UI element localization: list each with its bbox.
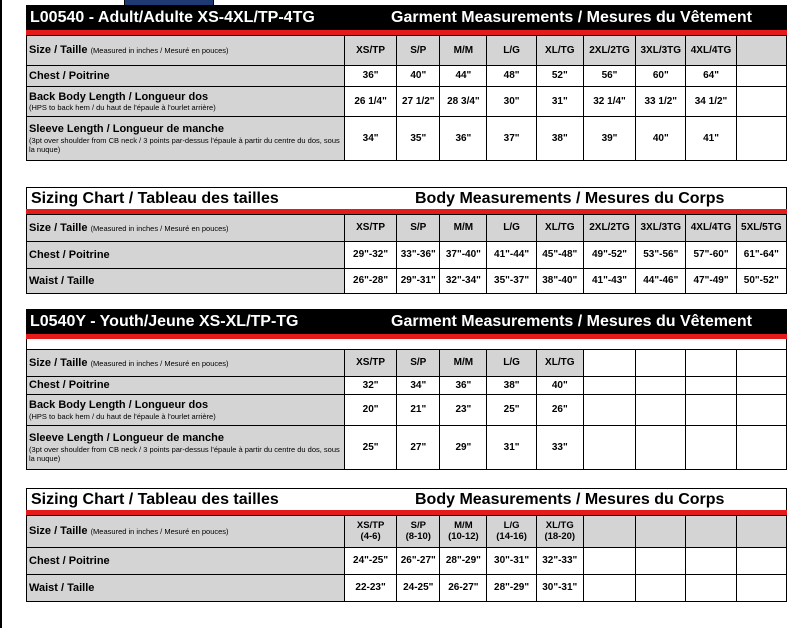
size-cell (487, 516, 536, 548)
size-cell: 2XL/2TG (583, 215, 635, 242)
value-cell (736, 548, 786, 575)
table-row (27, 117, 787, 161)
value-cell: 30" (487, 87, 536, 117)
youth-body-title: Sizing Chart / Tableau des tailles (31, 490, 279, 508)
value-cell: 20" (344, 395, 396, 426)
size-note: (Measured in inches / Mesuré en pouces) (90, 527, 229, 537)
value-cell: 27 1/2" (397, 87, 440, 117)
value-cell (686, 548, 736, 575)
row-title: Sleeve Length / Longueur de manche (29, 432, 224, 445)
youth-body-section (26, 488, 787, 602)
row-label (27, 426, 345, 470)
adult-garment-table (26, 35, 787, 161)
value-cell (736, 575, 786, 602)
adult-body-subtitle: Body Measurements / Mesures du Corps (415, 189, 725, 207)
value-cell: 40" (536, 377, 583, 395)
value-cell (736, 426, 786, 470)
value-cell: 56" (583, 66, 635, 87)
value-cell: 37" (487, 117, 536, 161)
size-row (27, 350, 787, 377)
row-title: Sleeve Length / Longueur de manche (29, 123, 224, 136)
table-row (27, 426, 787, 470)
size-row (27, 516, 787, 548)
size-cell: 4XL/4TG (686, 215, 736, 242)
value-cell: 26 1/4" (344, 87, 396, 117)
row-label (27, 269, 345, 294)
table-row (27, 395, 787, 426)
adult-garment-header (26, 5, 787, 30)
value-cell: 25" (344, 426, 396, 470)
size-cell (440, 516, 487, 548)
size-cell: XS/TP (344, 215, 396, 242)
value-cell: 27" (397, 426, 440, 470)
value-cell (636, 377, 686, 395)
size-top: S/P (410, 519, 426, 531)
size-cell (686, 350, 736, 377)
value-cell: 30"-31" (536, 575, 583, 602)
value-cell: 38" (487, 377, 536, 395)
size-top: XS/TP (356, 519, 385, 531)
row-label (27, 66, 345, 87)
value-cell: 52" (536, 66, 583, 87)
value-cell (636, 548, 686, 575)
table-row (27, 66, 787, 87)
value-cell: 38"-40" (536, 269, 583, 294)
adult-body-table (26, 214, 787, 294)
size-range: (14-16) (496, 530, 527, 542)
value-cell: 28"-29" (487, 575, 536, 602)
size-cell (686, 516, 736, 548)
value-cell: 34 1/2" (686, 87, 736, 117)
value-cell: 64" (686, 66, 736, 87)
row-note: (HPS to back hem / du haut de l'épaule à l'ourlet arrière) (29, 103, 216, 113)
value-cell: 30"-31" (487, 548, 536, 575)
value-cell: 33 1/2" (636, 87, 686, 117)
size-range: (10-12) (448, 530, 479, 542)
youth-garment-section (26, 309, 787, 470)
value-cell: 40" (636, 117, 686, 161)
value-cell: 26"-28" (344, 269, 396, 294)
value-cell: 24-25" (397, 575, 440, 602)
value-cell: 33" (536, 426, 583, 470)
size-cell: XS/TP (344, 350, 396, 377)
size-top: M/M (454, 519, 473, 531)
row-title: Waist / Taille (29, 274, 95, 287)
value-cell (636, 575, 686, 602)
value-cell (736, 87, 786, 117)
value-cell: 31" (536, 87, 583, 117)
value-cell: 57"-60" (686, 242, 736, 269)
value-cell: 26" (536, 395, 583, 426)
row-label (27, 117, 345, 161)
row-title: Chest / Poitrine (29, 379, 110, 392)
value-cell (736, 117, 786, 161)
row-label (27, 548, 345, 575)
row-title: Waist / Taille (29, 581, 95, 594)
value-cell (583, 426, 635, 470)
size-cell (736, 36, 786, 66)
row-title: Chest / Poitrine (29, 69, 110, 82)
size-cell: S/P (397, 350, 440, 377)
value-cell: 53"-56" (636, 242, 686, 269)
size-cell (344, 516, 396, 548)
table-row (27, 548, 787, 575)
size-cell: 3XL/3TG (636, 215, 686, 242)
size-cell: XL/TG (536, 215, 583, 242)
size-cell (636, 350, 686, 377)
value-cell: 29"-31" (397, 269, 440, 294)
size-cell (636, 516, 686, 548)
size-cell: 5XL/5TG (736, 215, 786, 242)
value-cell: 32"-34" (440, 269, 487, 294)
size-range: (18-20) (544, 530, 576, 542)
size-cell: 3XL/3TG (636, 36, 686, 66)
value-cell: 31" (487, 426, 536, 470)
value-cell: 26-27" (440, 575, 487, 602)
youth-garment-subtitle: Garment Measurements / Mesures du Vêtement (391, 312, 753, 330)
size-cell: M/M (440, 350, 487, 377)
value-cell: 61"-64" (736, 242, 786, 269)
size-cell: XS/TP (344, 36, 396, 66)
size-cell: M/M (440, 36, 487, 66)
value-cell: 39" (583, 117, 635, 161)
value-cell: 48" (487, 66, 536, 87)
size-note: (Measured in inches / Mesuré en pouces) (90, 358, 229, 368)
value-cell (636, 426, 686, 470)
size-cell (736, 350, 786, 377)
value-cell: 41" (686, 117, 736, 161)
size-cell: XL/TG (536, 350, 583, 377)
size-label-cell (27, 215, 345, 242)
value-cell: 26"-27" (397, 548, 440, 575)
row-note: (3pt over shoulder from CB neck / 3 points par-dessus l'épaule à partir du centre du dos, sous la nuque) (29, 444, 340, 463)
row-label (27, 87, 345, 117)
left-border (0, 0, 2, 628)
youth-body-subtitle: Body Measurements / Mesures du Corps (415, 490, 725, 508)
value-cell (686, 377, 736, 395)
value-cell: 29" (440, 426, 487, 470)
value-cell: 25" (487, 395, 536, 426)
value-cell: 38" (536, 117, 583, 161)
youth-body-header (26, 488, 787, 510)
value-cell: 50"-52" (736, 269, 786, 294)
row-label (27, 575, 345, 602)
size-cell: S/P (397, 36, 440, 66)
row-title: Back Body Length / Longueur dos (29, 399, 209, 412)
value-cell (583, 395, 635, 426)
size-range: (4-6) (360, 530, 381, 542)
value-cell: 24"-25" (344, 548, 396, 575)
size-row (27, 215, 787, 242)
adult-body-header (26, 187, 787, 209)
size-cell (583, 350, 635, 377)
row-label (27, 242, 345, 269)
size-cell: M/M (440, 215, 487, 242)
size-cell: L/G (487, 215, 536, 242)
value-cell (686, 575, 736, 602)
value-cell: 23" (440, 395, 487, 426)
row-title: Back Body Length / Longueur dos (29, 90, 209, 103)
size-cell (583, 516, 635, 548)
value-cell: 32"-33" (536, 548, 583, 575)
value-cell (636, 395, 686, 426)
value-cell (686, 426, 736, 470)
youth-garment-header (26, 309, 787, 334)
adult-body-section (26, 187, 787, 294)
value-cell: 41"-44" (487, 242, 536, 269)
value-cell: 36" (440, 377, 487, 395)
value-cell: 35" (397, 117, 440, 161)
value-cell: 34" (344, 117, 396, 161)
size-label: Size / Taille (29, 44, 88, 57)
size-cell (736, 516, 786, 548)
value-cell (583, 548, 635, 575)
size-top: XL/TG (545, 519, 574, 531)
size-label: Size / Taille (29, 356, 88, 369)
value-cell: 60" (636, 66, 686, 87)
value-cell: 22-23" (344, 575, 396, 602)
spacer (26, 339, 787, 349)
value-cell: 32 1/4" (583, 87, 635, 117)
value-cell: 29"-32" (344, 242, 396, 269)
value-cell (736, 66, 786, 87)
size-label: Size / Taille (29, 525, 88, 538)
size-label-cell (27, 350, 345, 377)
value-cell: 47"-49" (686, 269, 736, 294)
size-cell: 4XL/4TG (686, 36, 736, 66)
value-cell: 34" (397, 377, 440, 395)
value-cell: 36" (344, 66, 396, 87)
value-cell (583, 377, 635, 395)
value-cell (583, 575, 635, 602)
size-top: L/G (503, 519, 520, 531)
size-cell: L/G (487, 36, 536, 66)
youth-garment-title: L0540Y - Youth/Jeune XS-XL/TP-TG (30, 312, 299, 330)
adult-garment-title: L00540 - Adult/Adulte XS-4XL/TP-4TG (30, 8, 315, 26)
table-row (27, 269, 787, 294)
value-cell: 33"-36" (397, 242, 440, 269)
adult-body-title: Sizing Chart / Tableau des tailles (31, 189, 279, 207)
size-note: (Measured in inches / Mesuré en pouces) (90, 223, 229, 233)
size-note: (Measured in inches / Mesuré en pouces) (90, 46, 229, 56)
value-cell: 49"-52" (583, 242, 635, 269)
value-cell: 44" (440, 66, 487, 87)
size-row (27, 36, 787, 66)
value-cell: 37"-40" (440, 242, 487, 269)
value-cell (736, 377, 786, 395)
youth-garment-table (26, 349, 787, 470)
size-cell: L/G (487, 350, 536, 377)
adult-garment-section (26, 5, 787, 161)
value-cell: 36" (440, 117, 487, 161)
value-cell: 21" (397, 395, 440, 426)
value-cell: 28"-29" (440, 548, 487, 575)
row-title: Chest / Poitrine (29, 248, 110, 261)
value-cell (736, 395, 786, 426)
size-label-cell (27, 36, 345, 66)
table-row (27, 242, 787, 269)
value-cell: 40" (397, 66, 440, 87)
value-cell: 45"-48" (536, 242, 583, 269)
youth-body-table (26, 515, 787, 602)
value-cell: 44"-46" (636, 269, 686, 294)
size-label-cell (27, 516, 345, 548)
size-cell: XL/TG (536, 36, 583, 66)
value-cell: 28 3/4" (440, 87, 487, 117)
size-cell: S/P (397, 215, 440, 242)
adult-garment-subtitle: Garment Measurements / Mesures du Vêtement (391, 8, 753, 26)
value-cell: 32" (344, 377, 396, 395)
table-row (27, 87, 787, 117)
value-cell: 35"-37" (487, 269, 536, 294)
size-cell (536, 516, 583, 548)
value-cell: 41"-43" (583, 269, 635, 294)
value-cell (686, 395, 736, 426)
row-label (27, 395, 345, 426)
row-title: Chest / Poitrine (29, 554, 110, 567)
size-cell: 2XL/2TG (583, 36, 635, 66)
row-label (27, 377, 345, 395)
table-row (27, 377, 787, 395)
table-row (27, 575, 787, 602)
size-cell (397, 516, 440, 548)
size-label: Size / Taille (29, 221, 88, 234)
size-range: (8-10) (405, 530, 431, 542)
row-note: (HPS to back hem / du haut de l'épaule à l'ourlet arrière) (29, 411, 216, 421)
row-note: (3pt over shoulder from CB neck / 3 points par-dessus l'épaule à partir du centre du dos, sous la nuque) (29, 135, 340, 154)
